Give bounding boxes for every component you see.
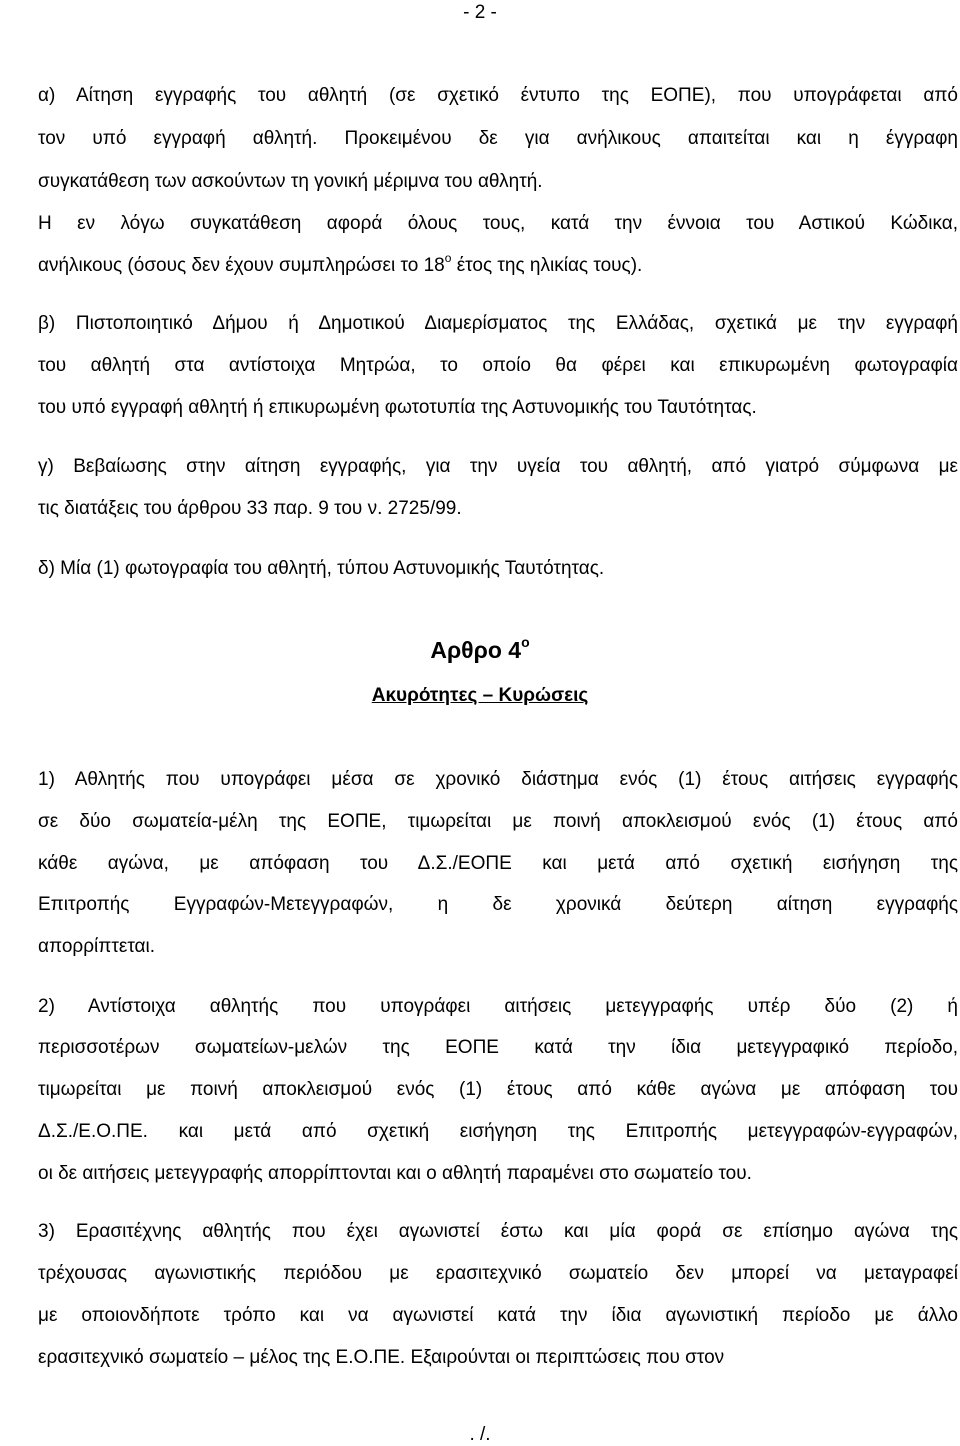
continuation-mark: . /. [469,1424,491,1445]
item-a-line-5-text: ανήλικους (όσους δεν έχουν συμπληρώσει το 18 [38,255,445,276]
para-3-line-1: 3) Ερασιτέχνης αθλητής που έχει αγωνιστεί έστω και μία φορά σε επίσημο αγώνα της [38,1221,958,1242]
article-subtitle: Ακυρότητες – Κυρώσεις [371,685,589,706]
item-a-line-3: συγκατάθεση των ασκούντων τη γονική μέριμνα του αθλητή. [38,171,543,192]
ordinal-superscript: ο [444,250,452,265]
page-number: - 2 - [463,2,497,23]
item-b-line-1: β) Πιστοποιητικό Δήμου ή Δημοτικού Διαμερίσματος της Ελλάδας, σχετικά με την εγγραφή [38,313,958,334]
item-a-line-1: α) Αίτηση εγγραφής του αθλητή (σε σχετικό έντυπο της ΕΟΠΕ), που υπογράφεται από [38,85,958,106]
item-b-line-3: του υπό εγγραφή αθλητή ή επικυρωμένη φωτοτυπία της Αστυνομικής του Ταυτότητας. [38,397,757,418]
article-subtitle-row [0,684,960,708]
para-2-line-3: τιμωρείται με ποινή αποκλεισμού ενός (1) έτους από κάθε αγώνα με απόφαση του [38,1079,958,1100]
item-c-line-2: τις διατάξεις του άρθρου 33 παρ. 9 του ν. 2725/99. [38,498,462,519]
para-3-line-2: τρέχουσας αγωνιστικής περιόδου με ερασιτεχνικό σωματείο δεν μπορεί να μεταγραφεί [38,1263,958,1284]
article-title-ordinal: ο [521,634,530,651]
para-1-line-1: 1) Αθλητής που υπογράφει μέσα σε χρονικό διάστημα ενός (1) έτους αιτήσεις εγγραφής [38,769,958,790]
para-1-line-2: σε δύο σωματεία-μέλη της ΕΟΠΕ, τιμωρείται με ποινή αποκλεισμού ενός (1) έτους από [38,811,958,832]
para-2-line-2: περισσοτέρων σωματείων-μελών της ΕΟΠΕ κατά την ίδια μετεγγραφικό περίοδο, [38,1037,958,1058]
item-c-line-1: γ) Βεβαίωσης στην αίτηση εγγραφής, για την υγεία του αθλητή, από γιατρό σύμφωνα με [38,456,958,477]
para-3-line-3: με οποιονδήποτε τρόπο και να αγωνιστεί κατά την ίδια αγωνιστική περίοδο με άλλο [38,1305,958,1326]
para-3-line-4: ερασιτεχνικό σωματείο – μέλος της Ε.Ο.ΠΕ. Εξαιρούνται οι περιπτώσεις που στον [38,1347,725,1368]
para-2-line-4: Δ.Σ./Ε.Ο.ΠΕ. και μετά από σχετική εισήγηση της Επιτροπής μετεγγραφών-εγγραφών, [38,1121,958,1142]
item-a-line-5-tail: έτος της ηλικίας τους). [451,255,643,276]
item-a-line-5 [38,250,958,278]
article-title-text: Αρθρο 4 [430,637,522,663]
para-1-line-4: Επιτροπής Εγγραφών-Μετεγγραφών, η δε χρονικά δεύτερη αίτηση εγγραφής [38,894,958,915]
item-a-line-2: τον υπό εγγραφή αθλητή. Προκειμένου δε για ανήλικους απαιτείται και η έγγραφη [38,128,958,149]
para-2-line-5: οι δε αιτήσεις μετεγγραφής απορρίπτονται και ο αθλητή παραμένει στο σωματείο του. [38,1163,752,1184]
item-a-line-4: Η εν λόγω συγκατάθεση αφορά όλους τους, κατά την έννοια του Αστικού Κώδικα, [38,213,958,234]
article-title [0,634,960,663]
para-1-line-5: απορρίπτεται. [38,936,156,957]
para-2-line-1: 2) Αντίστοιχα αθλητής που υπογράφει αιτήσεις μετεγγραφής υπέρ δύο (2) ή [38,996,958,1017]
para-1-line-3: κάθε αγώνα, με απόφαση του Δ.Σ./ΕΟΠΕ και μετά από σχετική εισήγηση της [38,853,958,874]
item-d-line-1: δ) Μία (1) φωτογραφία του αθλητή, τύπου Αστυνομικής Ταυτότητας. [38,558,605,579]
item-b-line-2: του αθλητή στα αντίστοιχα Μητρώα, το οποίο θα φέρει και επικυρωμένη φωτογραφία [38,355,958,376]
